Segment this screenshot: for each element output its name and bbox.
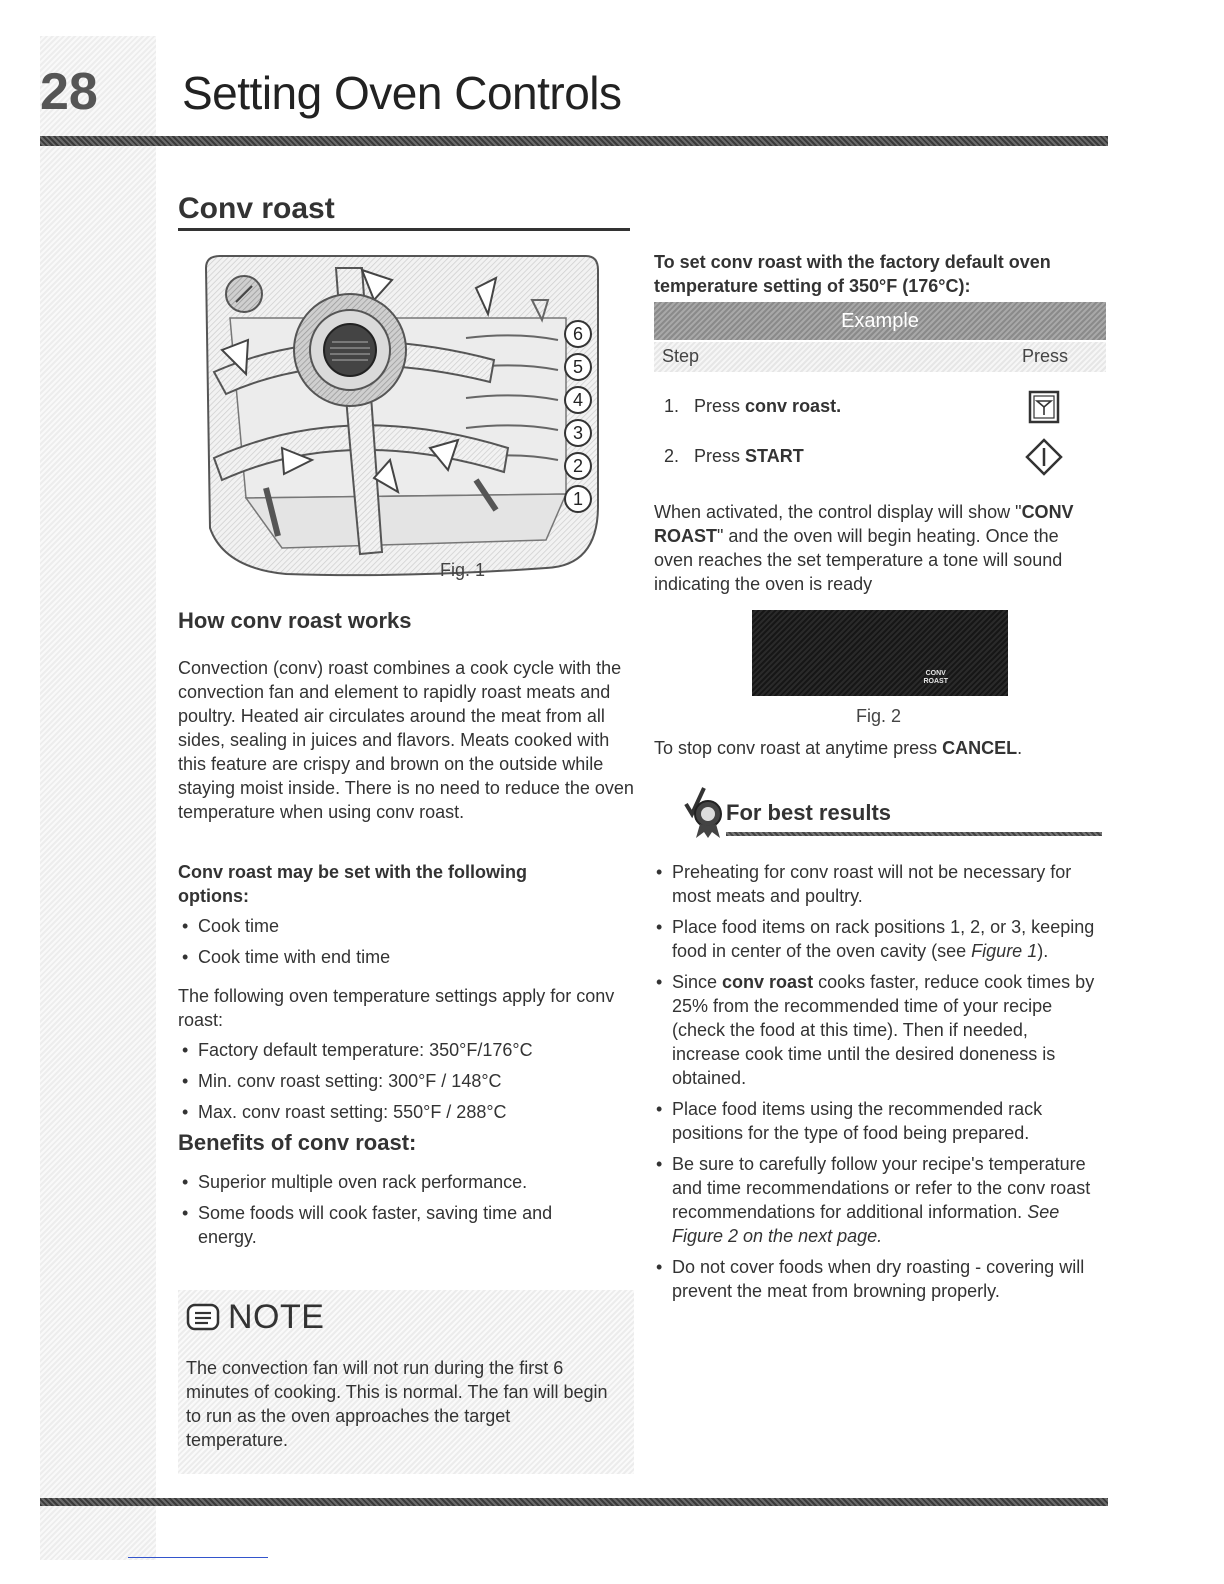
list-item: • Place food items using the recommended rack positions for the type of food being prepared. bbox=[654, 1097, 1100, 1145]
list-item: • Superior multiple oven rack performance. bbox=[180, 1170, 610, 1194]
item-text: ). bbox=[1037, 941, 1049, 961]
page-number: 28 bbox=[40, 63, 98, 121]
rack-label-5: 5 bbox=[572, 357, 584, 377]
list-item: • Max. conv roast setting: 550°F / 288°C bbox=[180, 1100, 620, 1124]
note-icon bbox=[186, 1303, 220, 1333]
stop-post: . bbox=[1017, 738, 1023, 758]
how-works-body: Convection (conv) roast combines a cook cycle with the convection fan and element to rapidly roast meats and poultry. Heated air circulates around the meat from all sides, sealing in juices and flavors. Meats cooked with this feature are crispy and brown on the outside while staying moist inside. There is no need to reduce the oven temperature when using conv roast. bbox=[178, 658, 634, 822]
best-results-heading: For best results bbox=[726, 800, 892, 825]
list-item: • Do not cover foods when dry roasting - covering will prevent the meat from browning properly. bbox=[654, 1255, 1100, 1303]
note-text: The convection fan will not run during the first 6 minutes of cooking. This is normal. The fan will begin to run as the oven approaches the target temperature. bbox=[186, 1358, 608, 1450]
best-results-rule bbox=[726, 832, 1102, 836]
step-number: 1. bbox=[664, 396, 680, 416]
stop-key: CANCEL bbox=[942, 738, 1018, 758]
temps-list bbox=[180, 1038, 620, 1131]
rack-label-2: 2 bbox=[572, 456, 584, 476]
oven-cavity-illustration bbox=[186, 248, 606, 598]
options-lead: Conv roast may be set with the following options: bbox=[178, 862, 528, 906]
step-text: Press bbox=[694, 446, 746, 466]
display-line-2: ROAST bbox=[923, 678, 948, 685]
start-key-icon bbox=[1024, 437, 1064, 477]
item-bold: conv roast bbox=[722, 972, 814, 992]
list-item: • Cook time bbox=[180, 914, 620, 938]
list-item: • Factory default temperature: 350°F/176°C bbox=[180, 1038, 620, 1062]
figure-reference: Figure 1 bbox=[971, 941, 1038, 961]
rack-label-3: 3 bbox=[572, 423, 584, 443]
item-text: Be sure to carefully follow your recipe's temperature and time recommendations or refer to the conv roast recommendations for additional information. bbox=[672, 1154, 1091, 1222]
item-text: Since bbox=[672, 972, 723, 992]
rack-label-1: 1 bbox=[572, 489, 584, 509]
how-works-heading: How conv roast works bbox=[178, 608, 412, 633]
section-title: Conv roast bbox=[178, 192, 630, 231]
note-title: NOTE bbox=[228, 1298, 325, 1336]
step-column-label: Step bbox=[662, 346, 700, 366]
step-table-header bbox=[654, 342, 1106, 372]
activation-post: " and the oven will begin heating. Once the oven reaches the set temperature a tone will sound indicating the oven is ready bbox=[654, 526, 1063, 594]
step-2 bbox=[664, 446, 804, 467]
activation-text bbox=[654, 500, 1100, 596]
step-key: START bbox=[745, 446, 804, 466]
item-text: cooks faster, reduce cook times by 25% from the recommended time of your recipe (check the food at this time). Then if needed, increase cook time until the desired doneness is obtained. bbox=[672, 972, 1095, 1088]
left-margin-pattern bbox=[40, 36, 156, 1560]
conv-roast-key-icon bbox=[1028, 390, 1060, 424]
example-header: Example bbox=[654, 302, 1106, 340]
step-key: conv roast. bbox=[745, 396, 842, 416]
control-display-figure bbox=[752, 610, 1008, 696]
figure-1-caption: Fig. 1 bbox=[440, 560, 486, 580]
header-rule bbox=[40, 136, 1108, 146]
scan-edge-line bbox=[128, 1557, 268, 1558]
step-text: Press bbox=[694, 396, 746, 416]
best-results-list bbox=[654, 860, 1100, 1310]
press-column-label: Press bbox=[1021, 346, 1068, 366]
list-item: • Min. conv roast setting: 300°F / 148°C bbox=[180, 1069, 620, 1093]
temps-lead: The following oven temperature settings apply for conv roast: bbox=[178, 986, 615, 1030]
rack-label-4: 4 bbox=[572, 390, 584, 410]
figure-2-caption: Fig. 2 bbox=[856, 706, 902, 726]
page-title: Setting Oven Controls bbox=[182, 67, 622, 119]
list-item bbox=[654, 1152, 1100, 1248]
stop-pre: To stop conv roast at anytime press bbox=[654, 738, 943, 758]
figure-reference: See Figure 2 on the next page. bbox=[672, 1202, 1060, 1246]
rack-label-6: 6 bbox=[572, 324, 584, 344]
display-line-1: CONV bbox=[925, 670, 946, 677]
activation-display-name: CONV ROAST bbox=[654, 502, 1074, 546]
benefits-list bbox=[180, 1170, 610, 1256]
benefits-heading: Benefits of conv roast: bbox=[178, 1130, 417, 1155]
stop-text bbox=[654, 736, 1100, 760]
display-readout bbox=[924, 670, 949, 686]
list-item bbox=[654, 915, 1100, 963]
award-ribbon-icon bbox=[682, 784, 722, 840]
activation-pre: When activated, the control display will show " bbox=[654, 502, 1022, 522]
footer-rule bbox=[40, 1498, 1108, 1506]
item-text: Place food items on rack positions 1, 2, or 3, keeping food in center of the oven cavity (see bbox=[672, 917, 1095, 961]
step-1 bbox=[664, 396, 841, 417]
list-item bbox=[654, 970, 1100, 1090]
list-item: • Cook time with end time bbox=[180, 945, 620, 969]
list-item: • Some foods will cook faster, saving time and energy. bbox=[180, 1201, 610, 1249]
options-list bbox=[180, 914, 620, 976]
procedure-lead: To set conv roast with the factory default oven temperature setting of 350°F (176°C): bbox=[654, 252, 1051, 296]
step-number: 2. bbox=[664, 446, 680, 466]
list-item: • Preheating for conv roast will not be necessary for most meats and poultry. bbox=[654, 860, 1100, 908]
